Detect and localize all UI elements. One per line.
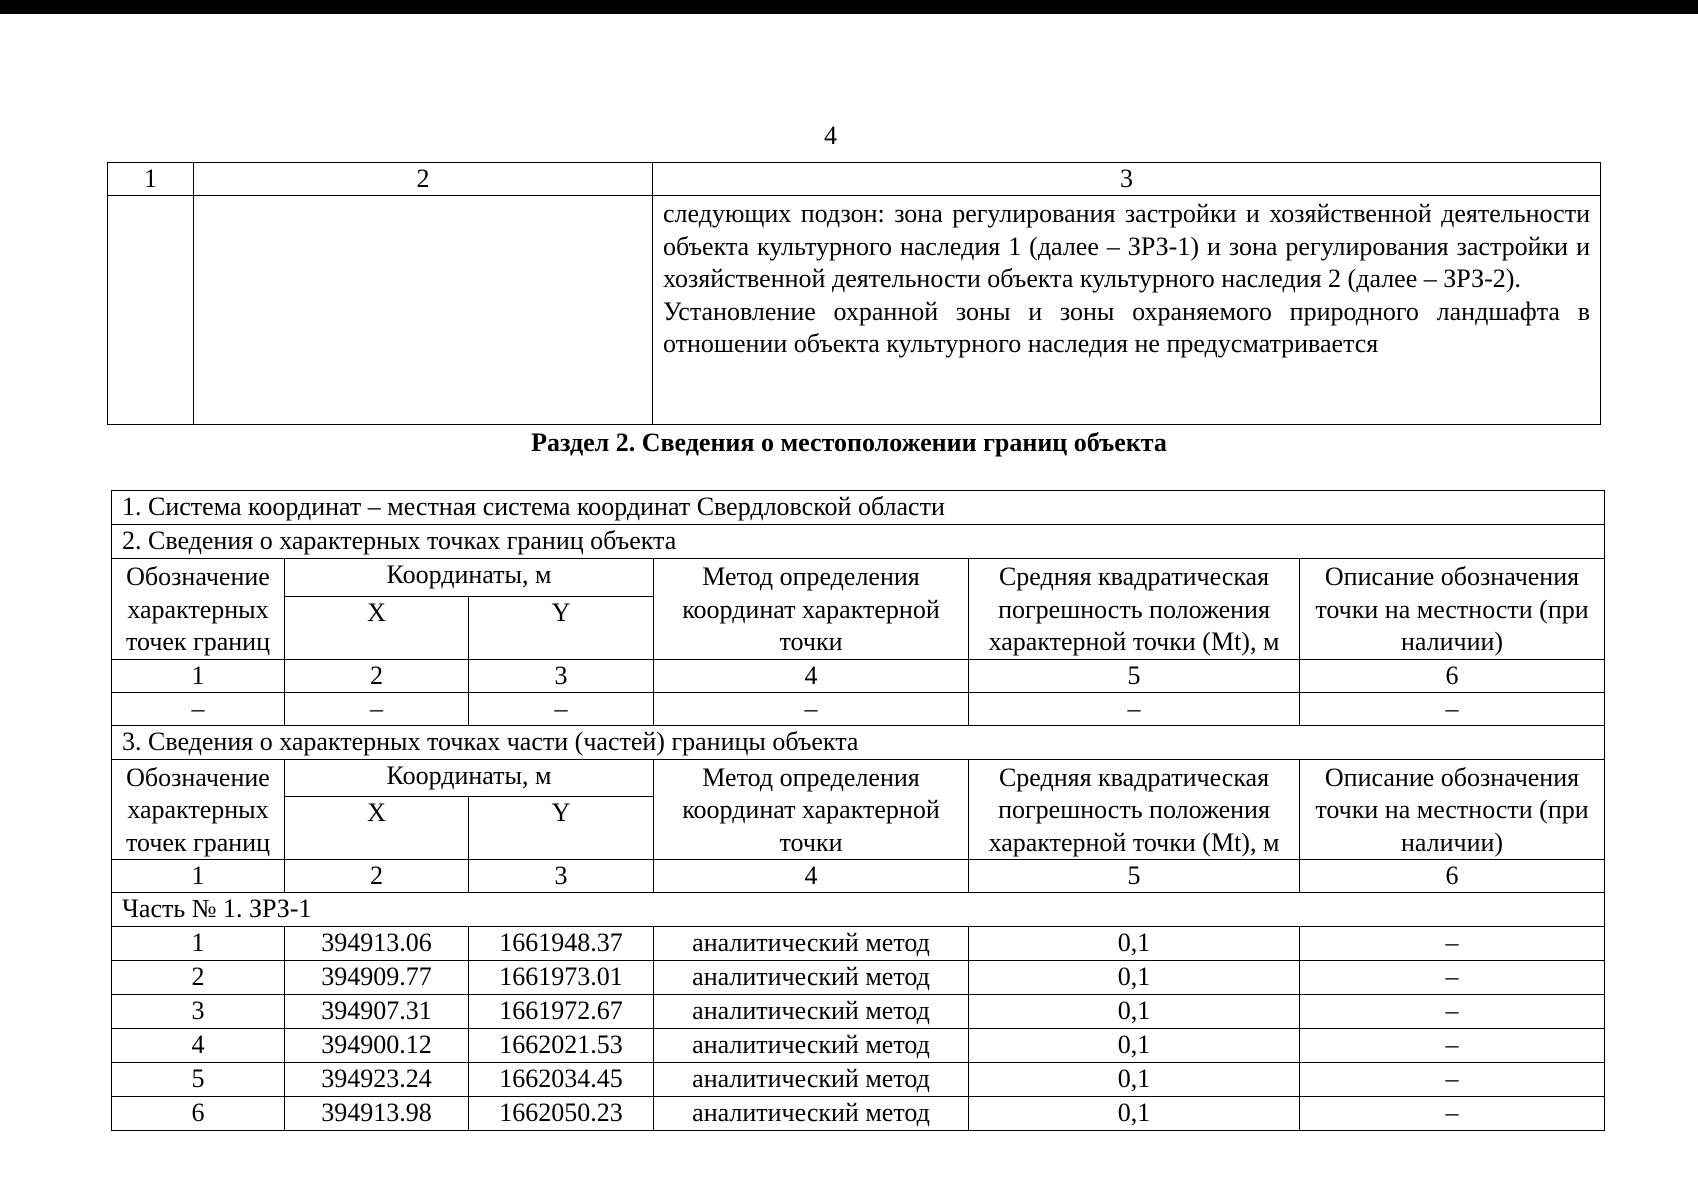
column-number-cell: 3 [469, 659, 654, 692]
coordinates-table [111, 490, 1605, 1131]
dash-cell: – [1300, 692, 1605, 725]
description-cell: – [1300, 1029, 1605, 1063]
y-header: Y [469, 797, 654, 860]
block3-number-row [112, 860, 1605, 893]
block3-title: 3. Сведения о характерных точках части (частей) границы объекта [112, 725, 1605, 759]
section-title: Раздел 2. Сведения о местоположении границ объекта [531, 428, 1167, 457]
error-cell: 0,1 [969, 927, 1300, 961]
description-cell [653, 196, 1601, 425]
coordinates-header: Координаты, м [285, 759, 654, 797]
x-coordinate-cell: 394900.12 [285, 1029, 469, 1063]
y-coordinate-cell: 1662050.23 [469, 1097, 654, 1131]
dash-cell: – [654, 692, 969, 725]
x-header: X [285, 596, 469, 659]
error-header: Средняя квадратическая погрешность положения характерной точки (Mt), м [969, 559, 1300, 660]
column-number-cell: 2 [285, 860, 469, 893]
point-row [112, 1097, 1605, 1131]
block3-header-row [112, 759, 1605, 797]
point-number-cell: 6 [112, 1097, 285, 1131]
dash-cell: – [285, 692, 469, 725]
column-number-cell: 4 [654, 860, 969, 893]
y-coordinate-cell: 1661972.67 [469, 995, 654, 1029]
column-number-cell: 6 [1300, 860, 1605, 893]
continuation-table [107, 162, 1601, 425]
dash-cell: – [969, 692, 1300, 725]
description-cell: – [1300, 927, 1605, 961]
y-coordinate-cell: 1662021.53 [469, 1029, 654, 1063]
designation-header: Обозначение характерных точек границ [112, 559, 285, 660]
block2-title-row [112, 525, 1605, 559]
column-number-cell: 5 [969, 860, 1300, 893]
description-header: Описание обозначения точки на местности (при наличии) [1300, 559, 1605, 660]
point-number-cell: 1 [112, 927, 285, 961]
column-number-cell: 6 [1300, 659, 1605, 692]
dash-cell: – [112, 692, 285, 725]
x-header: X [285, 797, 469, 860]
continuation-content-row [108, 196, 1601, 425]
x-coordinate-cell: 394913.06 [285, 927, 469, 961]
error-cell: 0,1 [969, 1029, 1300, 1063]
part-label-row [112, 893, 1605, 927]
error-cell: 0,1 [969, 961, 1300, 995]
block2-empty-row [112, 692, 1605, 725]
point-row [112, 995, 1605, 1029]
description-cell: – [1300, 961, 1605, 995]
point-number-cell: 4 [112, 1029, 285, 1063]
method-cell: аналитический метод [654, 1029, 969, 1063]
column-number-cell: 5 [969, 659, 1300, 692]
page-number: 4 [824, 121, 837, 150]
description-cell: – [1300, 1063, 1605, 1097]
method-cell: аналитический метод [654, 927, 969, 961]
column-number-cell: 3 [469, 860, 654, 893]
empty-cell [194, 196, 653, 425]
block2-title: 2. Сведения о характерных точках границ объекта [112, 525, 1605, 559]
continuation-header-row [108, 163, 1601, 196]
method-header: Метод определения координат характерной точки [654, 759, 969, 860]
block2-header-row [112, 559, 1605, 597]
method-cell: аналитический метод [654, 1097, 969, 1131]
description-cell: – [1300, 995, 1605, 1029]
method-header: Метод определения координат характерной точки [654, 559, 969, 660]
x-coordinate-cell: 394913.98 [285, 1097, 469, 1131]
y-coordinate-cell: 1662034.45 [469, 1063, 654, 1097]
point-rows [112, 927, 1605, 1131]
column-number-cell: 1 [112, 659, 285, 692]
block2-number-row [112, 659, 1605, 692]
error-cell: 0,1 [969, 995, 1300, 1029]
coordinate-system: 1. Система координат – местная система координат Свердловской области [112, 491, 1605, 525]
block3-title-row [112, 725, 1605, 759]
column-number-cell: 2 [194, 163, 653, 196]
x-coordinate-cell: 394909.77 [285, 961, 469, 995]
point-row [112, 1063, 1605, 1097]
point-row [112, 961, 1605, 995]
column-number-cell: 1 [112, 860, 285, 893]
coordinates-header: Координаты, м [285, 559, 654, 597]
scan-top-border [0, 0, 1698, 14]
column-number-cell: 4 [654, 659, 969, 692]
column-number-cell: 3 [653, 163, 1601, 196]
x-coordinate-cell: 394923.24 [285, 1063, 469, 1097]
error-cell: 0,1 [969, 1063, 1300, 1097]
designation-header: Обозначение характерных точек границ [112, 759, 285, 860]
point-number-cell: 5 [112, 1063, 285, 1097]
dash-cell: – [469, 692, 654, 725]
protection-zone-paragraph: Установление охранной зоны и зоны охраняемого природного ландшафта в отношении объекта культурного наследия не предусматривается [663, 296, 1590, 358]
point-number-cell: 3 [112, 995, 285, 1029]
zones-paragraph: следующих подзон: зона регулирования застройки и хозяйственной деятельности объекта культурного наследия 1 (далее – ЗРЗ-1) и зона регулирования застройки и хозяйственной деятельности объекта культурного наследия 2 (далее – ЗРЗ-2). [663, 199, 1590, 293]
coordinate-system-row [112, 491, 1605, 525]
y-coordinate-cell: 1661948.37 [469, 927, 654, 961]
point-row [112, 927, 1605, 961]
column-number-cell: 2 [285, 659, 469, 692]
description-header: Описание обозначения точки на местности (при наличии) [1300, 759, 1605, 860]
description-cell: – [1300, 1097, 1605, 1131]
y-coordinate-cell: 1661973.01 [469, 961, 654, 995]
method-cell: аналитический метод [654, 961, 969, 995]
x-coordinate-cell: 394907.31 [285, 995, 469, 1029]
y-header: Y [469, 596, 654, 659]
error-header: Средняя квадратическая погрешность положения характерной точки (Mt), м [969, 759, 1300, 860]
part-label: Часть № 1. ЗРЗ-1 [112, 893, 1605, 927]
empty-cell [108, 196, 194, 425]
point-number-cell: 2 [112, 961, 285, 995]
method-cell: аналитический метод [654, 1063, 969, 1097]
column-number-cell: 1 [108, 163, 194, 196]
point-row [112, 1029, 1605, 1063]
method-cell: аналитический метод [654, 995, 969, 1029]
error-cell: 0,1 [969, 1097, 1300, 1131]
